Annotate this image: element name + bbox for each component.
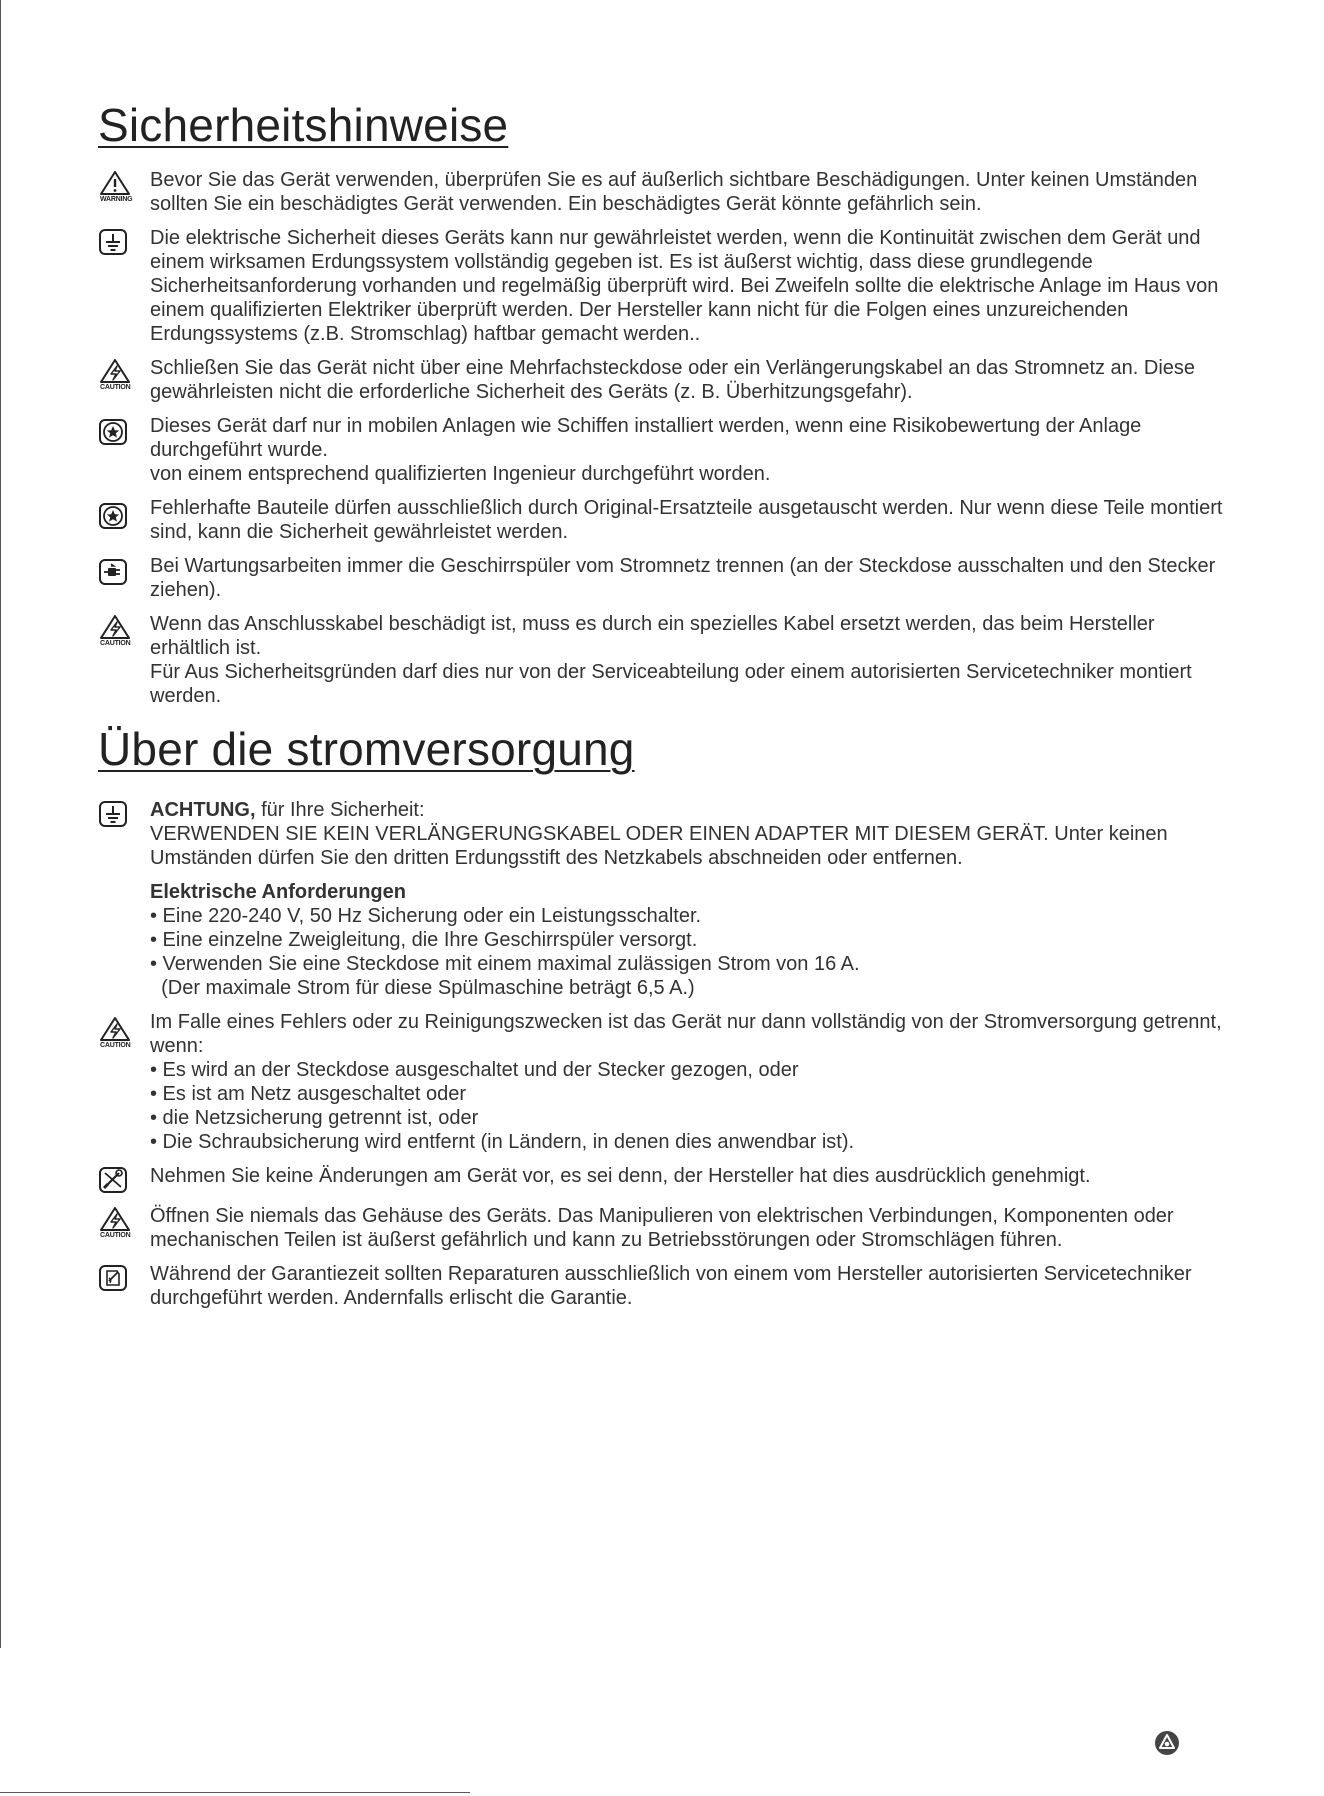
- section-title-safety: Sicherheitshinweise: [98, 99, 509, 151]
- left-margin-rule: [0, 0, 1, 1648]
- item-text: Bevor Sie das Gerät verwenden, überprüfen Sie es auf äußerlich sichtbare Beschädigungen. Unter keinen Umständen sollten Sie ein beschädigtes Gerät verwenden. Ein beschädigtes Gerät könnte gefährlich sein.: [150, 169, 1198, 215]
- section-title-power: Über die stromversorgung: [98, 723, 635, 775]
- achtung-item: [98, 798, 1238, 1000]
- item-text: Fehlerhafte Bauteile dürfen ausschließlich durch Original-Ersatzteile ausgetauscht werden. Nur wenn diese Teile montiert sind, kann die Sicherheit gewährleistet werden.: [150, 497, 1223, 543]
- bottom-rule: [0, 1792, 470, 1793]
- safety-item: [98, 554, 1238, 602]
- caution-icon: [98, 356, 150, 391]
- safety-item: [98, 496, 1238, 544]
- icon-caption: CAUTION: [100, 384, 131, 391]
- disconnect-intro: Im Falle eines Fehlers oder zu Reinigungszwecken ist das Gerät nur dann vollständig von der Stromversorgung getrennt, wenn:: [150, 1011, 1222, 1057]
- disconnect-item: [98, 1010, 1238, 1154]
- caution-icon: [98, 1204, 150, 1239]
- caution-icon: [98, 612, 150, 647]
- safety-item: [98, 168, 1238, 216]
- disconnect-condition: • Es wird an der Steckdose ausgeschaltet und der Stecker gezogen, oder: [150, 1059, 799, 1081]
- requirement-item: • Eine einzelne Zweigleitung, die Ihre Geschirrspüler versorgt.: [150, 929, 698, 951]
- requirements-heading: Elektrische Anforderungen: [150, 881, 406, 903]
- item-text: Wenn das Anschlusskabel beschädigt ist, muss es durch ein spezielles Kabel ersetzt werden, das beim Hersteller erhältlich ist.: [150, 613, 1155, 659]
- no-open-item: [98, 1204, 1238, 1252]
- safety-section: [98, 96, 1238, 708]
- ground-icon: [98, 226, 150, 256]
- no-open-text: Öffnen Sie niemals das Gehäuse des Geräts. Das Manipulieren von elektrischen Verbindungen, Komponenten oder mechanischen Teilen ist äußerst gefährlich und kann zu Betriebsstörungen oder Stromschlägen führen.: [150, 1205, 1174, 1251]
- item-text: Für Aus Sicherheitsgründen darf dies nur von der Serviceabteilung oder einem autorisierten Servicetechniker montiert werden.: [150, 661, 1192, 707]
- star-icon: [98, 496, 150, 530]
- no-modify-item: [98, 1164, 1238, 1194]
- item-text: Schließen Sie das Gerät nicht über eine Mehrfachsteckdose oder ein Verlängerungskabel an das Stromnetz an. Diese gewährleisten nicht die erforderliche Sicherheit des Geräts (z. B. Überhitzungsgefahr).: [150, 357, 1196, 403]
- safety-item: [98, 414, 1238, 486]
- icon-caption: WARNING: [100, 196, 133, 203]
- requirement-item: • Verwenden Sie eine Steckdose mit einem maximal zulässigen Strom von 16 A.: [150, 953, 860, 975]
- disconnect-condition: • Es ist am Netz ausgeschaltet oder: [150, 1083, 467, 1105]
- safety-item: [98, 356, 1238, 404]
- item-text: Bei Wartungsarbeiten immer die Geschirrspüler vom Stromnetz trennen (an der Steckdose ausschalten und den Stecker ziehen).: [150, 555, 1216, 601]
- disconnect-condition: • die Netzsicherung getrennt ist, oder: [150, 1107, 479, 1129]
- safety-item: [98, 226, 1238, 346]
- icon-caption: CAUTION: [100, 1232, 131, 1239]
- achtung-label: ACHTUNG,: [150, 799, 256, 821]
- item-text: von einem entsprechend qualifizierten Ingenieur durchgeführt worden.: [150, 463, 771, 485]
- no-tools-icon: [98, 1164, 150, 1194]
- achtung-label-rest: für Ihre Sicherheit:: [255, 799, 425, 821]
- power-section: [98, 720, 1238, 1310]
- page-content: [98, 96, 1238, 1320]
- warranty-text: Während der Garantiezeit sollten Reparaturen ausschließlich von einem vom Hersteller autorisierten Servicetechniker durchgeführt werden. Andernfalls erlischt die Garantie.: [150, 1263, 1192, 1309]
- brand-logo-icon: [1153, 1729, 1181, 1762]
- ground-icon: [98, 798, 150, 828]
- caution-icon: [98, 1010, 150, 1049]
- requirement-item: (Der maximale Strom für diese Spülmaschine beträgt 6,5 A.): [150, 977, 695, 999]
- item-text: Dieses Gerät darf nur in mobilen Anlagen wie Schiffen installiert werden, wenn eine Risikobewertung der Anlage durchgeführt wurde.: [150, 415, 1142, 461]
- unplug-icon: [98, 554, 150, 586]
- icon-caption: CAUTION: [100, 640, 131, 647]
- achtung-text: VERWENDEN SIE KEIN VERLÄNGERUNGSKABEL ODER EINEN ADAPTER MIT DIESEM GERÄT. Unter keinen Umständen dürfen Sie den dritten Erdungsstift des Netzkabels abschneiden oder entfernen.: [150, 823, 1168, 869]
- safety-item: [98, 612, 1238, 708]
- warranty-item: [98, 1262, 1238, 1310]
- no-modify-text: Nehmen Sie keine Änderungen am Gerät vor, es sei denn, der Hersteller hat dies ausdrücklich genehmigt.: [150, 1165, 1091, 1187]
- warranty-icon: [98, 1262, 150, 1292]
- warning-icon: [98, 168, 150, 203]
- icon-caption: CAUTION: [100, 1042, 131, 1049]
- requirement-item: • Eine 220-240 V, 50 Hz Sicherung oder ein Leistungsschalter.: [150, 905, 702, 927]
- item-text: Die elektrische Sicherheit dieses Geräts kann nur gewährleistet werden, wenn die Kontinuität zwischen dem Gerät und einem wirksamen Erdungssystem vollständig gegeben ist. Es ist äußerst wichtig, dass diese grundlegende Sicherheitsanforderung vorhanden und regelmäßig überprüft wird. Bei Zweifeln sollte die elektrische Anlage im Haus von einem qualifizierten Elektriker überprüft werden. Der Hersteller kann nicht für die Folgen eines unzureichenden Erdungssystems (z.B. Stromschlag) haftbar gemacht werden..: [150, 227, 1219, 345]
- star-icon: [98, 414, 150, 446]
- disconnect-condition: • Die Schraubsicherung wird entfernt (in Ländern, in denen dies anwendbar ist).: [150, 1131, 855, 1153]
